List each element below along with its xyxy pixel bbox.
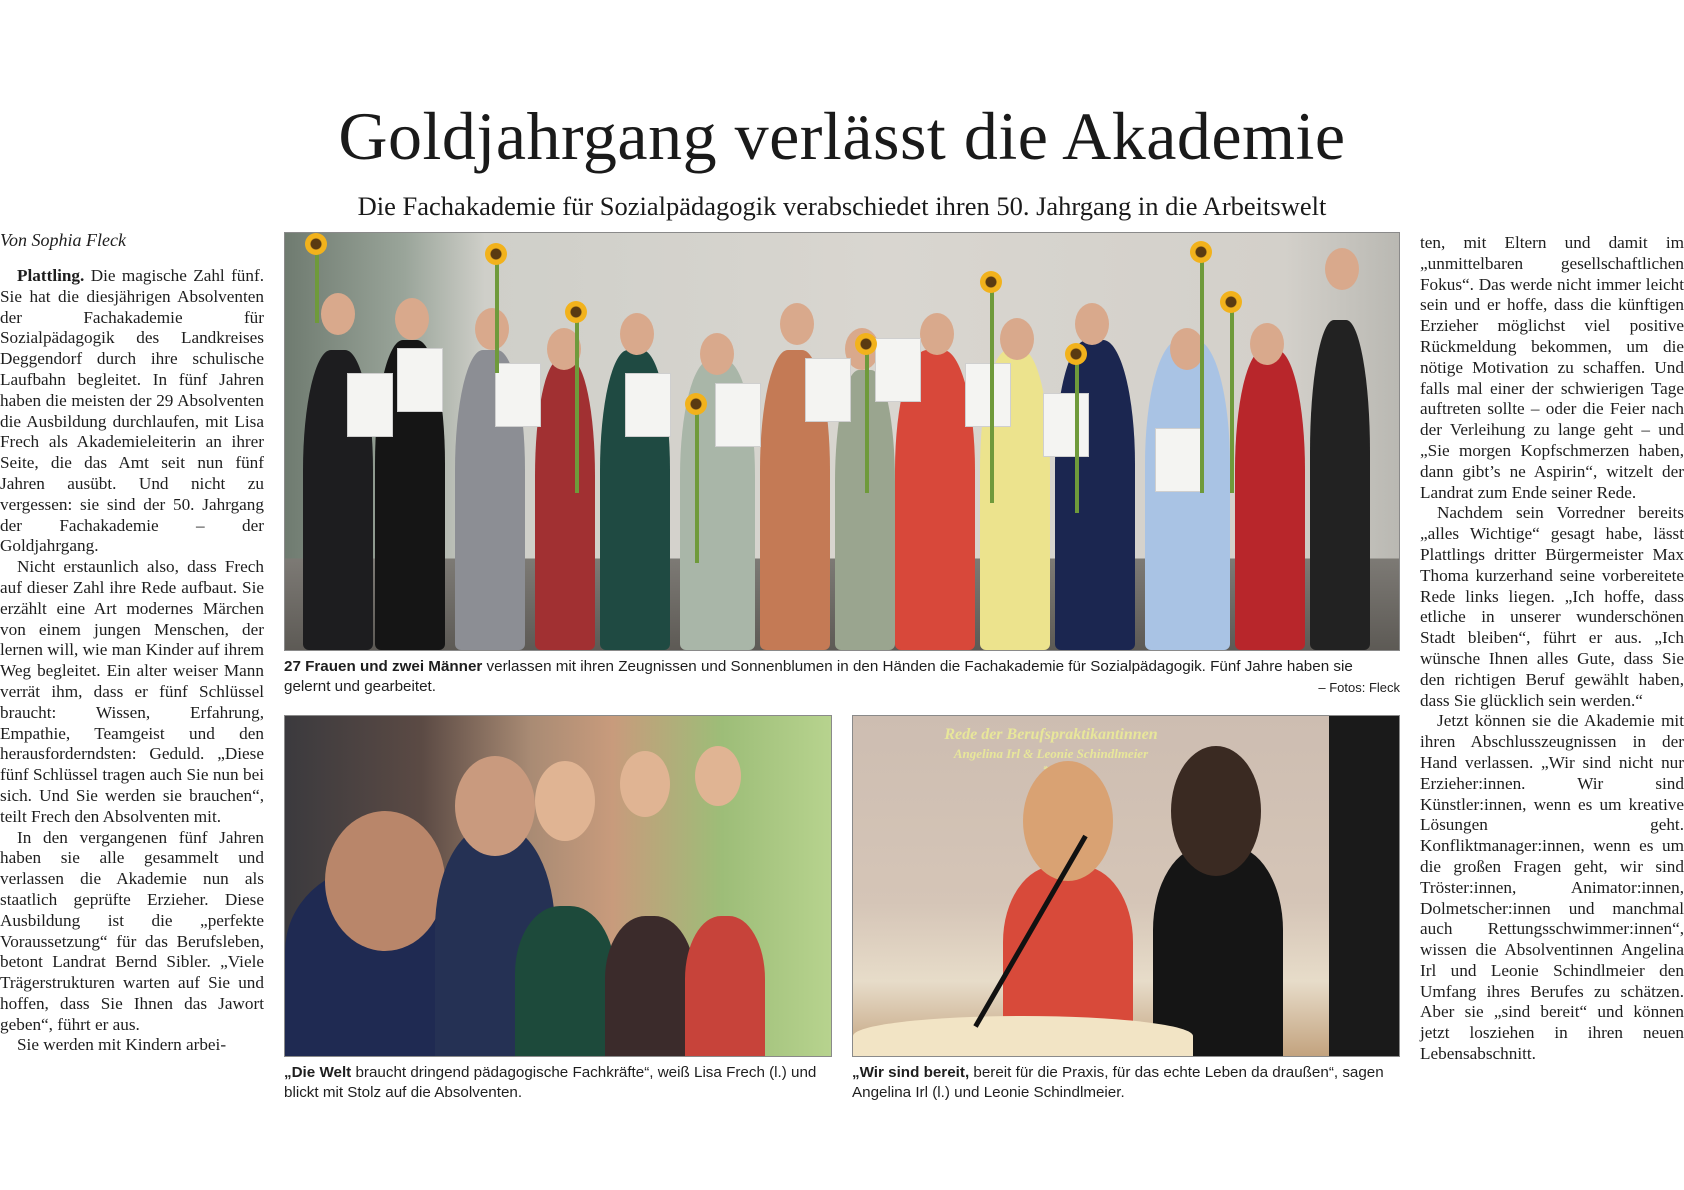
main-photo — [284, 232, 1400, 651]
sunflower-icon — [685, 393, 707, 415]
sunflower-stem — [315, 243, 319, 323]
sunflower-icon — [855, 333, 877, 355]
figure-shape — [1145, 340, 1230, 650]
certificate-shape — [965, 363, 1011, 427]
certificate-shape — [495, 363, 541, 427]
lectern — [853, 1016, 1193, 1056]
subheadline: Die Fachakademie für Sozialpädagogik verabschiedet ihren 50. Jahrgang in die Arbeitswelt — [357, 191, 1327, 221]
certificate-shape — [1155, 428, 1201, 492]
certificate-shape — [875, 338, 921, 402]
main-photo-caption — [284, 657, 1400, 697]
caption-lead: „Die Welt — [284, 1064, 352, 1081]
head-shape — [1171, 746, 1261, 876]
sunflower-icon — [565, 301, 587, 323]
projection-foto — [853, 776, 1399, 796]
headline: Goldjahrgang verlässt die Akademie — [338, 98, 1346, 174]
caption-text: braucht dringend pädagogische Fachkräfte“, weiß Lisa Frech (l.) und blickt mit Stolz auf die Absolventen. — [284, 1064, 817, 1101]
sunflower-icon — [1190, 241, 1212, 263]
head-shape — [780, 303, 814, 345]
certificate-shape — [347, 373, 393, 437]
caption-lead: 27 Frauen und zwei Männer — [284, 658, 483, 675]
paragraph — [0, 266, 264, 557]
projection-separator — [853, 764, 1399, 776]
certificate-shape — [805, 358, 851, 422]
head-shape — [1325, 248, 1359, 290]
paragraph: Jetzt können sie die Akademie mit ihren Abschlusszeugnissen in der Hand verlassen. „Wir sind nicht nur Erzieher:innen. Wir sind Künstler:innen, wenn es um kreative Lösungen geht. Konfliktmanager:innen, wenn es um die großen Fragen geht, wir sind Tröster:innen, Animator:innen, Dolmetscher:innen und manchmal auch Rettungsschwimmer:innen“, wissen die Absolventinnen Angelina Irl und Leonie Schindlmeier den Umfang ihres Berufes zu schätzen. Aber sie „sind bereit“ und können jetzt losziehen in ihren neuen Lebensabschnitt. — [1420, 711, 1684, 1064]
sunflower-stem — [495, 253, 499, 373]
audience-photo — [284, 715, 832, 1057]
sunflower-stem — [990, 283, 994, 503]
audience-photo-caption — [284, 1063, 836, 1103]
figure-shape — [685, 916, 765, 1056]
figure-shape — [1153, 846, 1283, 1056]
sunflower-icon — [1065, 343, 1087, 365]
head-shape — [920, 313, 954, 355]
head-shape — [1000, 318, 1034, 360]
figure-shape — [1235, 350, 1305, 650]
figure-shape — [535, 360, 595, 650]
head-shape — [1170, 328, 1204, 370]
paragraph: Sie werden mit Kindern arbei- — [17, 1035, 227, 1055]
head-shape — [700, 333, 734, 375]
figure-shape — [1310, 320, 1370, 650]
caption-text: verlassen mit ihren Zeugnissen und Sonnenblumen in den Händen die Fachakademie für Sozialpädagogik. Fünf Jahre haben sie gelernt und gearbeitet. — [284, 658, 1353, 695]
sunflower-icon — [305, 233, 327, 255]
screen-frame — [1329, 716, 1399, 1057]
caption-lead: „Wir sind bereit, — [852, 1064, 970, 1081]
sunflower-stem — [865, 343, 869, 493]
projection-title: Rede der Berufspraktikantinnen — [944, 726, 1158, 743]
sunflower-stem — [695, 403, 699, 563]
head-shape — [475, 308, 509, 350]
speakers-photo — [852, 715, 1400, 1057]
sunflower-stem — [575, 313, 579, 493]
projection-names: Angelina Irl & Leonie Schindlmeier — [953, 746, 1149, 761]
byline: Von Sophia Fleck — [0, 230, 126, 250]
sunflower-stem — [1200, 253, 1204, 493]
certificate-shape — [1043, 393, 1089, 457]
head-shape — [1075, 303, 1109, 345]
paragraph-text: Die magische Zahl fünf. Sie hat die diesjährigen Absolventen der Fachakademie für Sozialpädagogik des Landkreises Deggendorf durch ihre schulische Laufbahn begleitet. In fünf Jahren haben die meisten der 29 Absolventen die Ausbildung durchlaufen, mit Lisa Frech als Akademieleiterin an ihrer Seite, die das Amt seit nun fünf Jahren ausübt. Und nicht zu vergessen: sie sind der 50. Jahrgang der Fachakademie – der Goldjahrgang. — [0, 266, 265, 556]
head-shape — [325, 811, 445, 951]
head-shape — [620, 313, 654, 355]
sunflower-icon — [1220, 291, 1242, 313]
paragraph: ten, mit Eltern und damit im „unmittelbaren gesellschaftlichen Fokus“. Das werde nicht immer leicht sein und er hoffe, dass die künftigen Erzieher möglichst viel positive Rückmeldung bekommen, um die nötige Motivation zu schaffen. Und falls mal einer der schwierigen Tage auftreten sollte – oder die Feier nach der Verleihung zu lange geht – und „Sie morgen Kopfschmerzen haben, dann gibt’s ne Aspirin“, witzelt der Landrat zum Ende seiner Rede. — [1420, 233, 1684, 502]
speakers-photo-caption — [852, 1063, 1404, 1103]
figure-shape — [1055, 340, 1135, 650]
right-text-column — [1420, 233, 1684, 1065]
dateline: Plattling. — [17, 266, 85, 285]
projection-more — [853, 798, 1399, 810]
sunflower-icon — [980, 271, 1002, 293]
figure-shape — [515, 906, 615, 1056]
sunflower-stem — [1230, 303, 1234, 493]
certificate-shape — [625, 373, 671, 437]
paragraph: Nicht erstaunlich also, dass Frech auf dieser Zahl ihre Rede aufbaut. Sie erzählt eine Art modernes Märchen von einem jungen Menschen, der lernen will, wie man Kinder auf ihrem Weg begleitet. Ein alter weiser Mann verrät ihm, dass er fünf Schlüssel braucht: Wissen, Erfahrung, Empathie, Teamgeist und den herausforderndsten: Geduld. „Diese fünf Schlüssel tragen auch Sie nun bei sich. Und Sie werden sie brauchen“, teilt Frech den Absolventen mit. — [0, 557, 264, 826]
head-shape — [321, 293, 355, 335]
head-shape — [1250, 323, 1284, 365]
head-shape — [395, 298, 429, 340]
sunflower-icon — [485, 243, 507, 265]
head-shape — [695, 746, 741, 806]
certificate-shape — [397, 348, 443, 412]
photo-credit: – Fotos: Fleck — [1318, 680, 1400, 695]
head-shape — [455, 756, 535, 856]
paragraph: Nachdem sein Vorredner bereits „alles Wichtige“ gesagt habe, lässt Plattlings dritter Bürgermeister Max Thoma kurzerhand seine vorbereitete Rede links liegen. „Ich hoffe, dass etliche in unserer wunderschönen Stadt bleiben“, führt er aus. „Ich wünsche Ihnen alles Gute, dass Sie den richtigen Beruf gewählt haben, dass Sie glücklich sein werden.“ — [1420, 503, 1684, 710]
head-shape — [535, 761, 595, 841]
sunflower-stem — [1075, 353, 1079, 513]
left-text-column — [0, 228, 264, 1056]
certificate-shape — [715, 383, 761, 447]
head-shape — [620, 751, 670, 817]
figure-shape — [605, 916, 695, 1056]
paragraph: In den vergangenen fünf Jahren haben sie alle gesammelt und verlassen die Akademie nun als staatlich geprüfte Erzieher. Diese Ausbildung ist die „perfekte Voraussetzung“ für das Berufsleben, betont Landrat Bernd Sibler. „Viele Trägerstrukturen warten auf Sie und hoffen, dass Sie Ihnen das Jawort geben“, führt er aus. — [0, 827, 264, 1034]
caption-text: bereit für die Praxis, für das echte Leben da draußen“, sagen Angelina Irl (l.) und Leonie Schindlmeier. — [852, 1064, 1384, 1101]
